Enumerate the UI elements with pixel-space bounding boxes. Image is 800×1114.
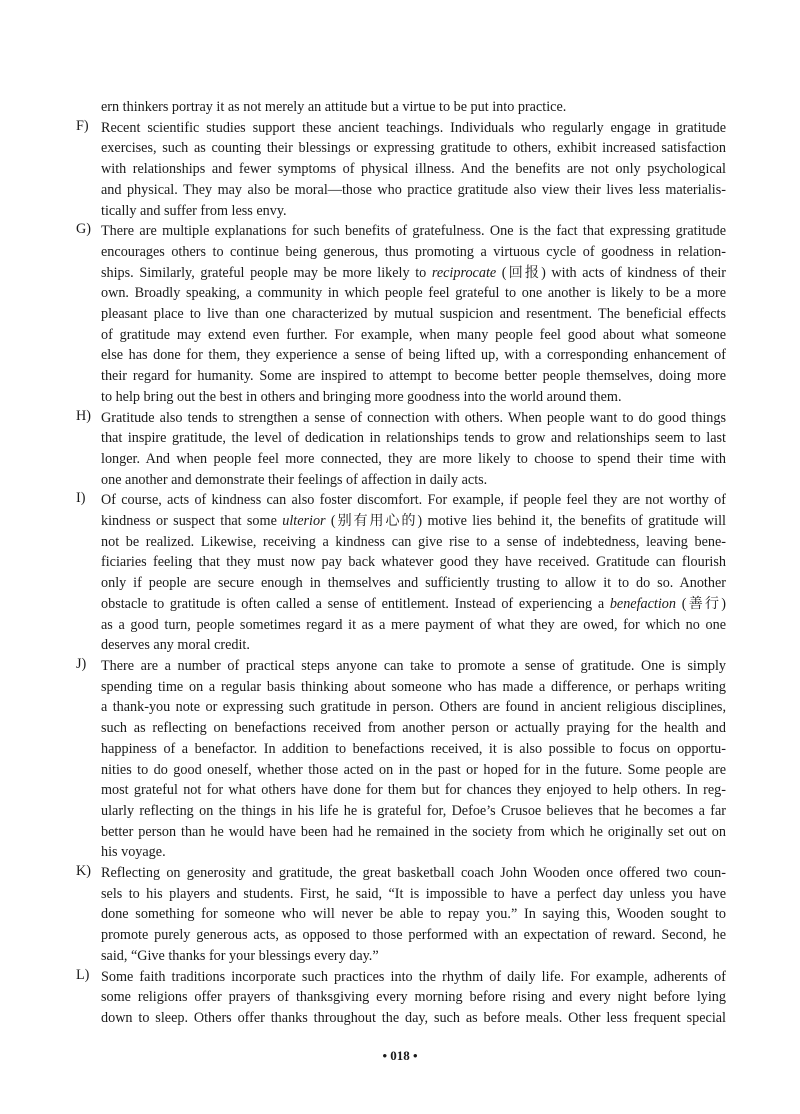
paragraph-continuation xyxy=(76,97,726,118)
text-line xyxy=(101,511,726,532)
text-run: spending time on a regular basis thinking about someone who has made a difference, or perhaps writing xyxy=(101,678,726,695)
paragraph-i xyxy=(76,490,726,656)
text-run: with relationships and fewer symptoms of physical illness. And the benefits are not only psychological xyxy=(101,161,726,178)
text-line xyxy=(101,987,726,1008)
paragraph-label: I) xyxy=(76,490,86,507)
paragraph-text xyxy=(101,967,726,1029)
text-run: obstacle to gratitude is often called a sense of entitlement. Instead of experiencing a xyxy=(101,595,610,612)
text-run: There are multiple explanations for such benefits of gratefulness. One is the fact that expressing gratitude xyxy=(101,223,726,240)
paragraph-label: K) xyxy=(76,863,91,880)
text-line xyxy=(101,573,726,594)
text-line xyxy=(101,118,726,139)
italic-term: benefaction xyxy=(609,595,676,612)
text-run: and physical. They may also be moral—those who practice gratitude also view their lives less materialis- xyxy=(101,181,726,198)
italic-term: ulterior xyxy=(282,513,326,530)
paragraph-label: J) xyxy=(76,655,87,672)
paragraph-k xyxy=(76,863,726,967)
text-run: own. Broadly speaking, a community in which people feel grateful to one another is likely to be a more xyxy=(101,285,726,302)
text-run: kindness or suspect that some xyxy=(101,513,283,530)
text-run: ularly reflecting on the things in his life he is grateful for, Defoe’s Crusoe believes that he becomes a far xyxy=(101,802,726,819)
paragraph-text xyxy=(101,118,726,222)
text-run: exercises, such as counting their blessings or expressing gratitude to others, exhibit increased satisfaction xyxy=(101,140,726,157)
paragraph-f xyxy=(76,118,726,222)
text-line xyxy=(101,97,726,118)
text-run: ships. Similarly, grateful people may be more likely to xyxy=(101,264,432,281)
text-line xyxy=(101,138,726,159)
text-line xyxy=(101,1008,726,1029)
text-run: their regard for humanity. Some are inspired to attempt to become better people themselves, doing more xyxy=(101,368,726,385)
text-line xyxy=(101,180,726,201)
text-run: of gratitude may extend even further. For example, when many people feel good about what someone xyxy=(101,326,726,343)
text-line xyxy=(101,221,726,242)
text-run: Gratitude also tends to strengthen a sense of connection with others. When people want to do good things xyxy=(101,409,726,426)
text-line xyxy=(101,449,726,470)
paragraph-text xyxy=(101,97,726,118)
text-run: ficiaries feeling that they must now pay back whatever good they have received. Gratitude can flourish xyxy=(101,554,726,571)
text-run: some religions offer prayers of thanksgiving every morning before rising and every night before lying xyxy=(101,989,726,1006)
text-run: said, “Give thanks for your blessings every day.” xyxy=(101,947,379,964)
text-line xyxy=(101,304,726,325)
text-run: There are a number of practical steps anyone can take to promote a sense of gratitude. One is simply xyxy=(101,657,726,674)
text-line xyxy=(101,552,726,573)
text-run: pleasant place to live than one characterized by mutual suspicion and resentment. The beneficial effects xyxy=(101,306,726,323)
text-line xyxy=(101,345,726,366)
text-line xyxy=(101,428,726,449)
text-line xyxy=(101,739,726,760)
text-run: Recent scientific studies support these ancient teachings. Individuals who regularly engage in gratitude xyxy=(101,119,726,136)
text-line xyxy=(101,904,726,925)
text-line xyxy=(101,615,726,636)
text-line xyxy=(101,822,726,843)
text-run: his voyage. xyxy=(101,844,166,861)
text-line xyxy=(101,842,726,863)
text-run: better person than he would have been had he remained in the society from which he originally set out on xyxy=(101,823,726,840)
text-line xyxy=(101,801,726,822)
text-line xyxy=(101,490,726,511)
text-run: only if people are secure enough in themselves and sufficiently trusting to allow it to do so. Another xyxy=(101,575,726,592)
text-line xyxy=(101,780,726,801)
text-run: Reflecting on generosity and gratitude, the great basketball coach John Wooden once offered two coun- xyxy=(101,865,726,882)
paragraph-label: G) xyxy=(76,221,91,238)
text-line xyxy=(101,967,726,988)
text-run: a thank-you note or expressing such gratitude in person. Others are found in ancient religious disciplines, xyxy=(101,699,726,716)
paragraph-text xyxy=(101,863,726,967)
text-run: tically and suffer from less envy. xyxy=(101,202,287,219)
paragraph-j xyxy=(76,656,726,863)
text-run: else has done for them, they experience a sense of being lifted up, with a corresponding enhancement of xyxy=(101,347,726,364)
text-line xyxy=(101,946,726,967)
text-line xyxy=(101,366,726,387)
text-run: most grateful not for what others have done for them but for chances they enjoyed to help others. In reg- xyxy=(101,782,726,799)
text-run: encourages others to continue being generous, thus promoting a virtuous cycle of goodness in relation- xyxy=(101,243,726,260)
paragraph-text xyxy=(101,490,726,656)
page-number: • 018 • xyxy=(382,1048,418,1063)
text-run: down to sleep. Others offer thanks throughout the day, such as before meals. Other less frequent special xyxy=(101,1009,726,1026)
text-run: (别有用心的) motive lies behind it, the benefits of gratitude will xyxy=(325,513,726,530)
text-run: nities to do good oneself, whether those acted on in the past or hoped for in the future. Some people are xyxy=(101,761,726,778)
paragraph-text xyxy=(101,221,726,407)
paragraph-label: L) xyxy=(76,966,90,983)
text-line xyxy=(101,325,726,346)
text-line xyxy=(101,263,726,284)
text-run: (善行) xyxy=(676,595,726,612)
paragraph-h xyxy=(76,408,726,491)
paragraph-label: F) xyxy=(76,117,89,134)
text-line xyxy=(101,697,726,718)
text-line xyxy=(101,925,726,946)
italic-term: reciprocate xyxy=(431,264,497,281)
text-run: done something for someone who will never be able to repay you.” In saying this, Wooden sought to xyxy=(101,906,726,923)
text-line xyxy=(101,242,726,263)
text-run: happiness of a benefactor. In addition to benefactions received, it is also possible to focus on opportu- xyxy=(101,740,726,757)
text-line xyxy=(101,201,726,222)
text-line xyxy=(101,387,726,408)
text-line xyxy=(101,283,726,304)
text-line xyxy=(101,408,726,429)
article-body xyxy=(76,97,726,1029)
text-line xyxy=(101,863,726,884)
paragraph-text xyxy=(101,656,726,863)
paragraph-label: H) xyxy=(76,407,91,424)
text-run: that inspire gratitude, the level of dedication in relationships tends to grow and relationships seem to last xyxy=(101,430,726,447)
text-line xyxy=(101,532,726,553)
text-run: ern thinkers portray it as not merely an attitude but a virtue to be put into practice. xyxy=(101,99,567,115)
paragraph-text xyxy=(101,408,726,491)
text-line xyxy=(101,718,726,739)
text-line xyxy=(101,760,726,781)
text-run: as a good turn, people sometimes regard it as a mere payment of what they are owed, for which no one xyxy=(101,616,726,633)
text-line xyxy=(101,656,726,677)
text-line xyxy=(101,884,726,905)
paragraph-l xyxy=(76,967,726,1029)
text-line xyxy=(101,159,726,180)
text-line xyxy=(101,635,726,656)
text-run: promote purely generous acts, as opposed to those performed with an expectation of reward. Second, he xyxy=(101,927,726,944)
text-run: one another and demonstrate their feelings of affection in daily acts. xyxy=(101,471,488,488)
text-run: to help bring out the best in others and bringing more goodness into the world around them. xyxy=(101,388,622,405)
text-run: Of course, acts of kindness can also foster discomfort. For example, if people feel they are not worthy of xyxy=(101,492,726,509)
text-run: sels to his players and students. First, he said, “It is impossible to have a perfect day unless you have xyxy=(101,885,726,902)
text-line xyxy=(101,594,726,615)
text-line xyxy=(101,677,726,698)
text-run: (回报) with acts of kindness of their xyxy=(496,264,726,281)
text-run: longer. And when people feel more connected, they are more likely to choose to spend their time with xyxy=(101,450,726,467)
text-run: such as reflecting on benefactions received from another person or actually praying for the health and xyxy=(101,720,726,737)
text-run: deserves any moral credit. xyxy=(101,637,250,654)
text-run: Some faith traditions incorporate such practices into the rhythm of daily life. For example, adherents of xyxy=(101,968,726,985)
text-line xyxy=(101,470,726,491)
paragraph-g xyxy=(76,221,726,407)
text-run: not be realized. Likewise, receiving a kindness can give rise to a sense of indebtedness, leaving bene- xyxy=(101,533,726,550)
